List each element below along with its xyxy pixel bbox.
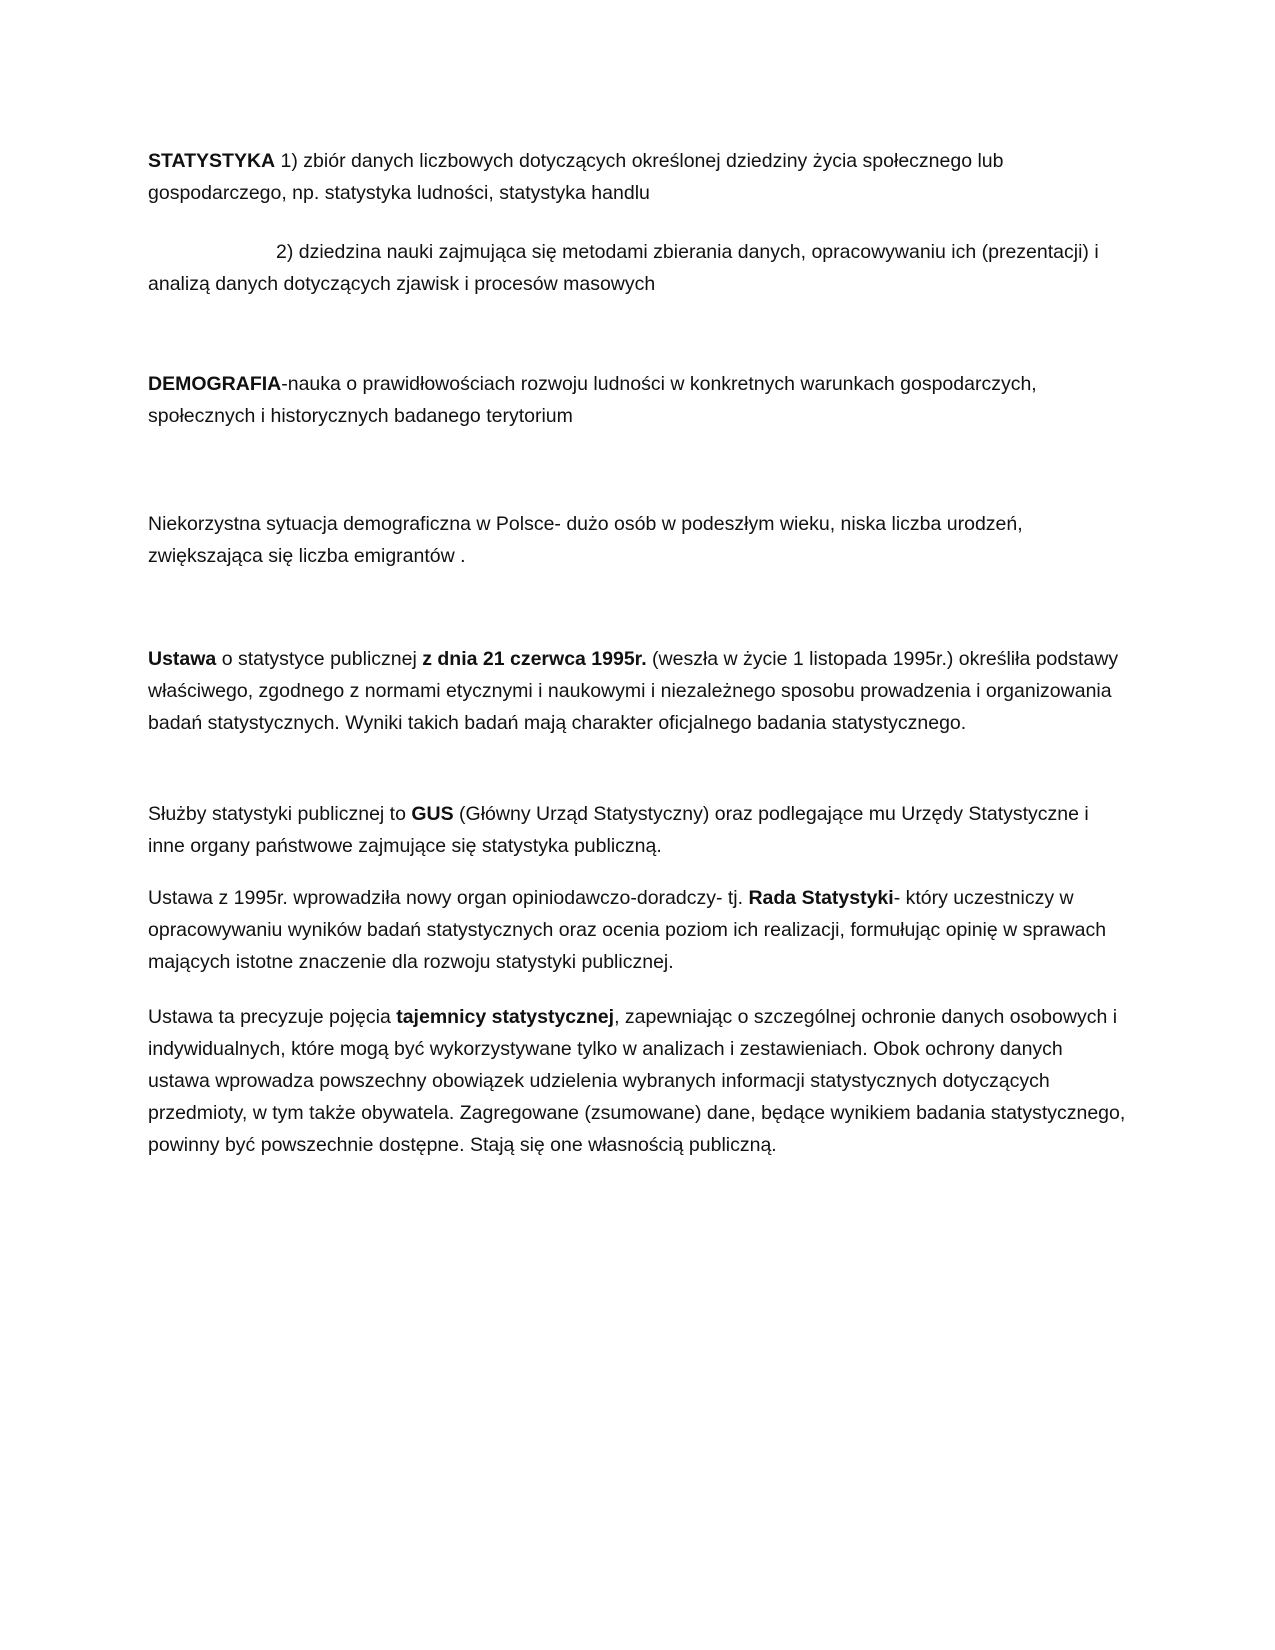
paragraph-text: - który uczestniczy w opracowywaniu wyników badań statystycznych oraz ocenia poziom ich realizacji, formułując opinię w sprawach mających istotne znaczenie dla rozwoju statystyki publicznej. (148, 887, 1107, 973)
bold-rada-statystyki: Rada Statystyki (748, 887, 894, 909)
bold-ustawa: Ustawa (148, 648, 217, 670)
paragraph-text: o statystyce publicznej (216, 648, 423, 670)
term-demografia: DEMOGRAFIA (148, 373, 282, 395)
paragraph-text: Niekorzystna sytuacja demograficzna w Polsce- dużo osób w podeszłym wieku, niska liczba urodzeń, zwiększająca się liczba emigrantów . (148, 513, 1023, 567)
paragraph-text: -nauka o prawidłowościach rozwoju ludności w konkretnych warunkach gospodarczych, społecznych i historycznych badanego terytorium (148, 373, 1037, 427)
paragraph-text: Służby statystyki publicznej to (148, 803, 412, 825)
paragraph-demografia-definition (148, 368, 1128, 432)
paragraph-text: Ustawa ta precyzuje pojęcia (148, 1006, 397, 1028)
paragraph-text: Ustawa z 1995r. wprowadziła nowy organ opiniodawczo-doradczy- tj. (148, 887, 749, 909)
paragraph-statystyka-definition-1 (148, 145, 1128, 209)
bold-gus: GUS (411, 803, 454, 825)
paragraph-text: (Główny Urząd Statystyczny) oraz podlegające mu Urzędy Statystyczne i inne organy państwowe zajmujące się statystyka publiczną. (148, 803, 1089, 857)
bold-date: z dnia 21 czerwca 1995r. (422, 648, 647, 670)
paragraph-rada-statystyki (148, 882, 1128, 978)
paragraph-statystyka-definition-2 (148, 236, 1128, 300)
paragraph-gus (148, 798, 1128, 862)
paragraph-demographic-situation (148, 508, 1128, 572)
bold-tajemnica-statystyczna: tajemnicy statystycznej (396, 1006, 615, 1028)
paragraph-text: (weszła w życie 1 listopada 1995r.) określiła podstawy właściwego, zgodnego z normami etycznymi i naukowymi i niezależnego sposobu prowadzenia i organizowania badań statystycznych. Wyniki takich badań mają charakter oficjalnego badania statystycznego. (148, 648, 1119, 734)
term-statystyka: STATYSTYKA (148, 150, 276, 172)
paragraph-text: 1) zbiór danych liczbowych dotyczących określonej dziedziny życia społecznego lub gospodarczego, np. statystyka ludności, statystyka handlu (148, 150, 1004, 204)
paragraph-ustawa (148, 643, 1128, 739)
paragraph-text: 2) dziedzina nauki zajmująca się metodami zbierania danych, opracowywaniu ich (prezentacji) i analizą danych dotyczących zjawisk i procesów masowych (148, 241, 1099, 295)
paragraph-text: , zapewniając o szczególnej ochronie danych osobowych i indywidualnych, które mogą być wykorzystywane tylko w analizach i zestawieniach. Obok ochrony danych ustawa wprowadza powszechny obowiązek udzielenia wybranych informacji statystycznych dotyczących przedmioty, w tym także obywatela. Zagregowane (zsumowane) dane, będące wynikiem badania statystycznego, powinny być powszechnie dostępne. Stają się one własnością publiczną. (148, 1006, 1126, 1156)
paragraph-tajemnica-statystyczna (148, 1001, 1128, 1161)
